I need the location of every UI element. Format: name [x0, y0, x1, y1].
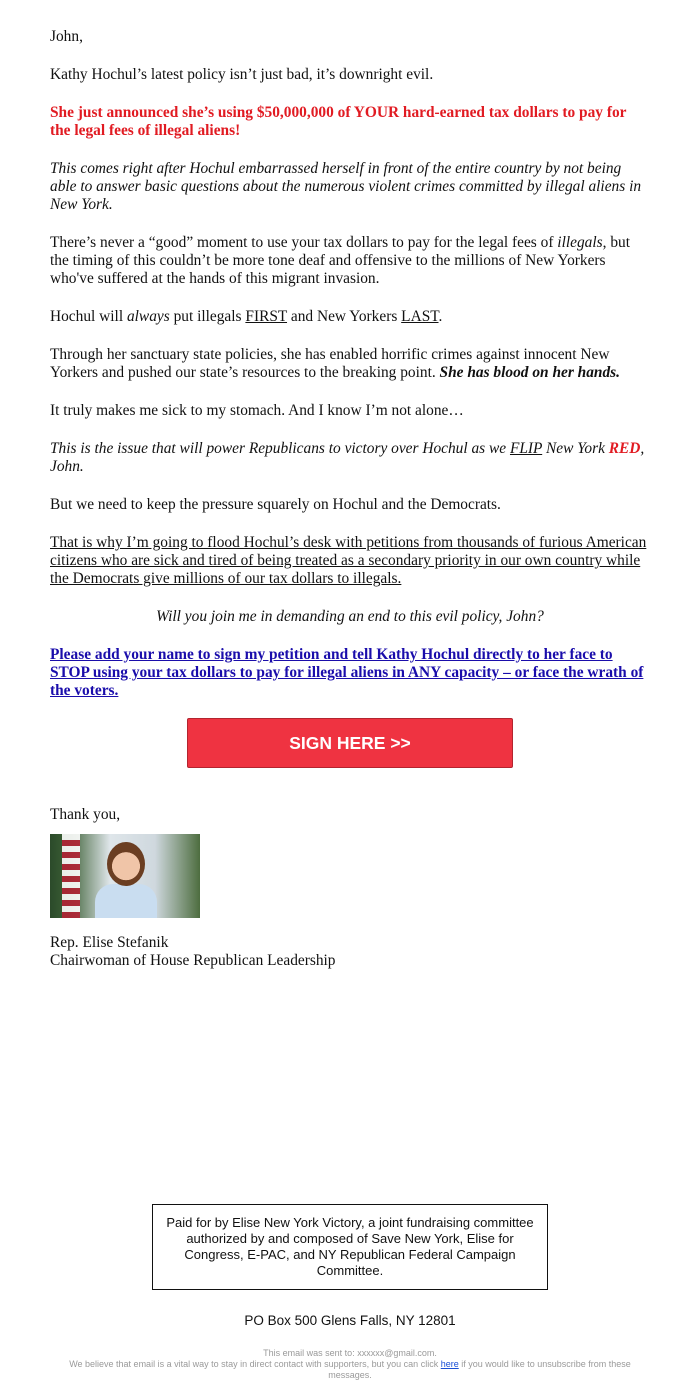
unsubscribe-link[interactable]: here	[440, 1359, 459, 1369]
text-segment: , but the timing of this couldn’t be more tone deaf and offensive to the millions of New Yorkers who've suffered at the hands of this migrant invasion.	[50, 234, 630, 287]
sent-to-text: This email was sent to: xxxxxx@gmail.com.	[263, 1348, 437, 1358]
signer-name: Rep. Elise Stefanik	[50, 934, 169, 951]
closing-text: Thank you,	[50, 806, 121, 823]
photo-head-shape	[107, 842, 145, 886]
paragraph-announcement: She just announced she’s using $50,000,000 of YOUR hard-earned tax dollars to pay for the legal fees of illegal aliens!	[50, 104, 627, 139]
paragraph-timing	[50, 234, 650, 288]
paragraph-sick: It truly makes me sick to my stomach. And I know I’m not alone…	[50, 402, 464, 419]
signer-photo	[50, 834, 200, 918]
text-segment-underlined: FLIP	[509, 440, 543, 457]
text-segment: There’s never a “good” moment to use your tax dollars to pay for the legal fees of	[50, 234, 558, 251]
paragraph-join-question: Will you join me in demanding an end to this evil policy, John?	[156, 608, 544, 625]
text-segment-red: RED	[608, 440, 641, 457]
text-segment-italic: illegals	[557, 234, 603, 251]
sign-here-button[interactable]: SIGN HERE >>	[187, 718, 513, 768]
text-segment: .	[438, 308, 443, 325]
paragraph-pressure: But we need to keep the pressure squarely on Hochul and the Democrats.	[50, 496, 501, 513]
cta-container	[50, 718, 650, 768]
petition-link[interactable]: Please add your name to sign my petition and tell Kathy Hochul directly to her face to STOP using your tax dollars to pay for illegal aliens in ANY capacity – or face the wrath of the voters.	[50, 646, 644, 699]
text-segment-underlined: LAST	[401, 308, 439, 325]
paragraph-intro: Kathy Hochul’s latest policy isn’t just bad, it’s downright evil.	[50, 66, 434, 83]
paragraph-context: This comes right after Hochul embarrassed herself in front of the entire country by not being able to answer basic questions about the numerous violent crimes committed by illegal aliens in New York.	[50, 160, 642, 213]
paid-for-disclaimer	[152, 1204, 548, 1290]
text-segment-bold-italic: She has blood on her hands.	[439, 364, 621, 381]
text-segment: , John.	[50, 440, 645, 475]
text-segment: put illegals	[169, 308, 246, 325]
text-segment: Hochul will	[50, 308, 127, 325]
paragraph-priority	[50, 308, 650, 326]
text-segment: Through her sanctuary state policies, she has enabled horrific crimes against innocent New Yorkers and pushed our state’s resources to the breaking point.	[50, 346, 610, 381]
mailing-address: PO Box 500 Glens Falls, NY 12801	[244, 1313, 456, 1328]
text-segment: and New Yorkers	[287, 308, 402, 325]
photo-body-shape	[95, 884, 157, 918]
unsubscribe-text	[50, 1359, 650, 1381]
flag-shape	[62, 834, 80, 918]
ask-paragraph	[50, 646, 650, 700]
text-segment: This is the issue that will power Republicans to victory over Hochul as we	[50, 440, 510, 457]
paragraph-flip	[50, 440, 650, 476]
signature-block	[50, 806, 650, 970]
email-footer	[0, 1204, 700, 1381]
greeting: John,	[50, 28, 83, 45]
text-segment: if you would like to unsubscribe from these messages.	[328, 1359, 631, 1380]
paragraph-petitions: That is why I’m going to flood Hochul’s desk with petitions from thousands of furious American citizens who are sick and tired of being treated as a secondary priority in our own country while the Democrats give millions of our tax dollars to illegals.	[50, 534, 647, 587]
fine-print	[0, 1348, 700, 1381]
text-segment: New York	[542, 440, 609, 457]
text-segment-underlined: FIRST	[245, 308, 288, 325]
text-segment: We believe that email is a vital way to stay in direct contact with supporters, but you can click	[69, 1359, 441, 1369]
paragraph-sanctuary	[50, 346, 650, 382]
email-body	[50, 28, 650, 970]
paid-for-text: Paid for by Elise New York Victory, a joint fundraising committee authorized by and composed of Save New York, Elise for Congress, E-PAC, and NY Republican Federal Campaign Committee.	[166, 1215, 534, 1278]
signer-title: Chairwoman of House Republican Leadership	[50, 952, 336, 969]
text-segment-italic: always	[126, 308, 170, 325]
